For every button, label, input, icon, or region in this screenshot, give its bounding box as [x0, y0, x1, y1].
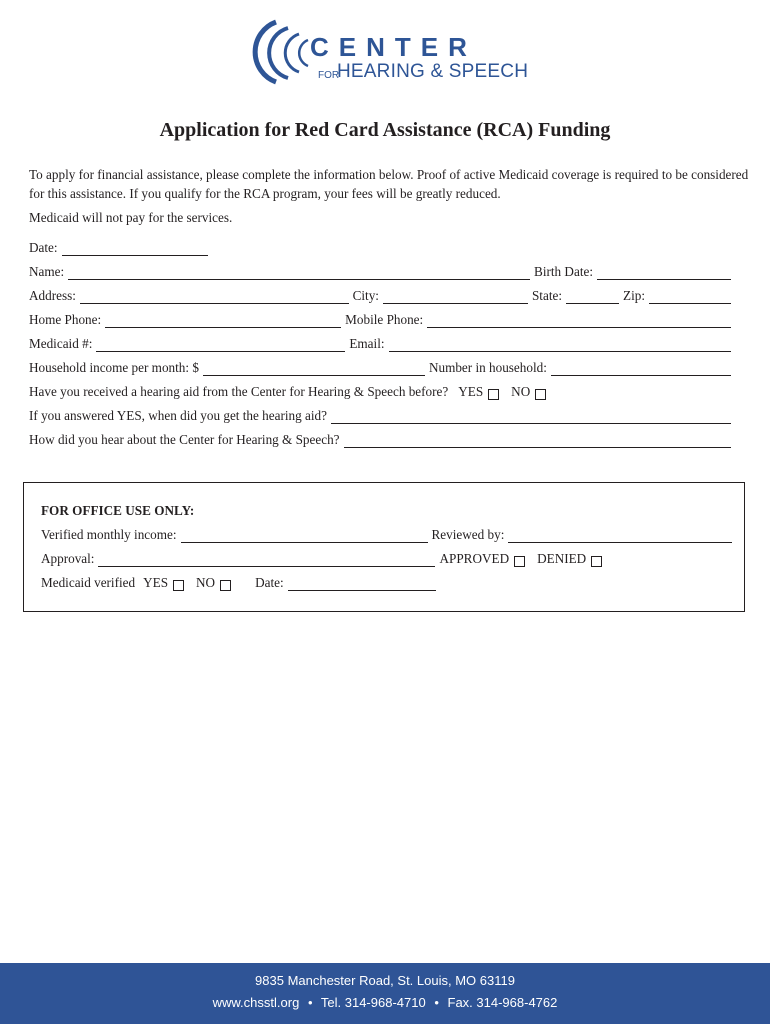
email-field[interactable] — [389, 339, 731, 352]
date-label: Date: — [29, 240, 58, 255]
office-heading: FOR OFFICE USE ONLY: — [41, 503, 195, 518]
approval-field[interactable] — [98, 554, 435, 567]
income-row — [29, 358, 731, 376]
email-label: Email: — [349, 336, 385, 351]
footer-website[interactable]: www.chsstl.org — [212, 995, 300, 1010]
denied-label: DENIED — [537, 551, 587, 566]
income-field[interactable] — [203, 363, 425, 376]
footer-separator: • — [307, 995, 313, 1010]
medicaid-row — [29, 334, 731, 352]
logo-word-for: FOR — [318, 70, 340, 81]
when-row — [29, 406, 731, 424]
reviewed-by-field[interactable] — [508, 530, 732, 543]
sound-waves-icon — [246, 16, 316, 86]
mobile-phone-field[interactable] — [427, 315, 731, 328]
office-date-field[interactable] — [288, 578, 436, 591]
logo-word-center: CENTER — [310, 32, 477, 62]
birth-date-field[interactable] — [597, 267, 731, 280]
footer-tel: Tel. 314-968-4710 — [320, 995, 426, 1010]
received-question: Have you received a hearing aid from the Center for Hearing & Speech before? — [29, 384, 449, 399]
medicaid-verified-no-label: NO — [196, 575, 216, 590]
name-label: Name: — [29, 264, 65, 279]
office-heading-row — [41, 501, 732, 519]
household-field[interactable] — [551, 363, 731, 376]
state-field[interactable] — [566, 291, 619, 304]
name-field[interactable] — [68, 267, 530, 280]
home-phone-label: Home Phone: — [29, 312, 102, 327]
when-field[interactable] — [331, 411, 731, 424]
approved-label: APPROVED — [439, 551, 510, 566]
income-label: Household income per month: $ — [29, 360, 199, 375]
date-field[interactable] — [62, 243, 208, 256]
verified-income-label: Verified monthly income: — [41, 527, 177, 542]
city-field[interactable] — [383, 291, 528, 304]
zip-field[interactable] — [649, 291, 731, 304]
medicaid-note: Medicaid will not pay for the services. — [29, 210, 233, 225]
approval-row — [41, 549, 732, 567]
office-use-box — [23, 482, 745, 612]
verified-income-field[interactable] — [181, 530, 428, 543]
name-row — [29, 262, 731, 280]
footer-separator: • — [434, 995, 439, 1010]
hear-question: How did you hear about the Center for Hearing & Speech? — [29, 432, 340, 447]
mobile-phone-label: Mobile Phone: — [345, 312, 424, 327]
medicaid-verified-row — [41, 573, 732, 591]
medicaid-verified-label: Medicaid verified — [41, 575, 136, 590]
city-label: City: — [352, 288, 379, 303]
reviewed-by-label: Reviewed by: — [431, 527, 505, 542]
state-label: State: — [531, 288, 563, 303]
address-row — [29, 286, 731, 304]
when-question: If you answered YES, when did you get the hearing aid? — [29, 408, 327, 423]
received-no-checkbox[interactable] — [535, 389, 546, 400]
footer-contact — [0, 995, 770, 1010]
verified-income-row — [41, 525, 732, 543]
zip-label: Zip: — [623, 288, 645, 303]
received-yes-checkbox[interactable] — [488, 389, 499, 400]
received-row — [29, 382, 731, 400]
logo-word-hearing-speech: HEARING & SPEECH — [337, 61, 529, 82]
medicaid-label: Medicaid #: — [29, 336, 93, 351]
logo — [246, 16, 536, 86]
received-yes-label: YES — [458, 384, 484, 399]
address-field[interactable] — [80, 291, 349, 304]
household-label: Number in household: — [428, 360, 547, 375]
home-phone-field[interactable] — [105, 315, 341, 328]
footer-address: 9835 Manchester Road, St. Louis, MO 63119 — [255, 973, 515, 988]
medicaid-verified-yes-label: YES — [143, 575, 169, 590]
footer-fax: Fax. 314-968-4762 — [447, 995, 558, 1010]
medicaid-verified-no-checkbox[interactable] — [220, 580, 231, 591]
birth-date-label: Birth Date: — [534, 264, 593, 279]
hear-field[interactable] — [344, 435, 731, 448]
approved-checkbox[interactable] — [514, 556, 525, 567]
date-row — [29, 238, 731, 256]
phone-row — [29, 310, 731, 328]
medicaid-field[interactable] — [96, 339, 345, 352]
received-no-label: NO — [511, 384, 531, 399]
medicaid-verified-yes-checkbox[interactable] — [173, 580, 184, 591]
hear-row — [29, 430, 731, 448]
page-title: Application for Red Card Assistance (RCA) Funding — [159, 119, 611, 141]
office-date-label: Date: — [255, 575, 284, 590]
denied-checkbox[interactable] — [591, 556, 602, 567]
approval-label: Approval: — [41, 551, 95, 566]
address-label: Address: — [29, 288, 76, 303]
intro-paragraph: To apply for financial assistance, please complete the information below. Proof of active Medicaid coverage is required to be considered for this assistance. If you qualify for the RCA program, your fees will be greatly reduced. — [29, 167, 749, 201]
footer — [0, 963, 770, 1024]
